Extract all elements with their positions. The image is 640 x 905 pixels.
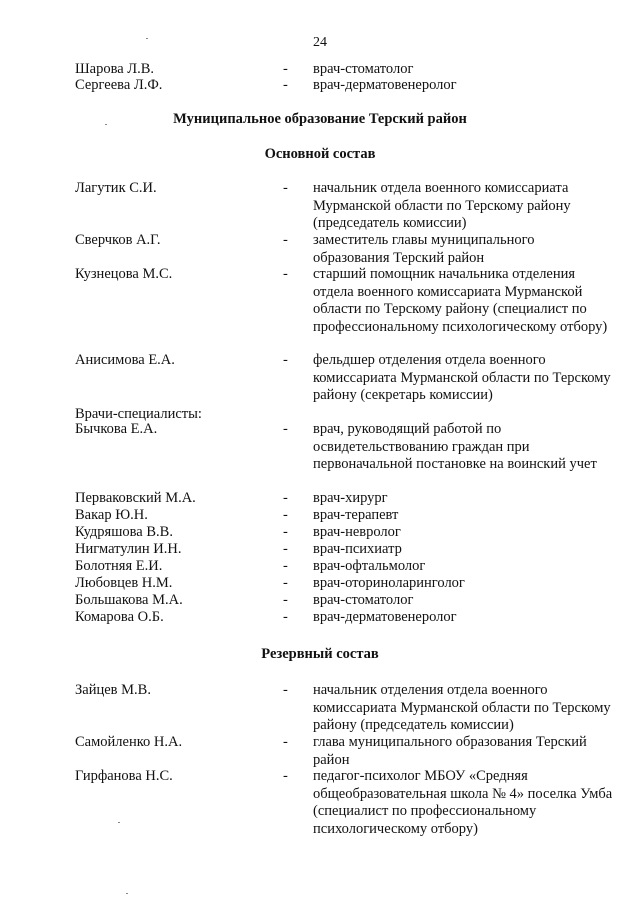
member-name: Кузнецова М.С.	[75, 266, 173, 282]
member-name: Зайцев М.В.	[75, 682, 151, 698]
member-name: Гирфанова Н.С.	[75, 768, 173, 784]
member-name: Кудряшова В.В.	[75, 524, 173, 540]
dash: -	[283, 61, 288, 77]
member-role: врач-дерматовенеролог	[313, 609, 457, 625]
main-composition-heading: Основной состав	[264, 146, 376, 162]
member-name: Лагутик С.И.	[75, 180, 157, 196]
member-name: Сверчков А.Г.	[75, 232, 161, 248]
member-role: врач-оториноларинголог	[313, 575, 465, 591]
member-role: врач-невролог	[313, 524, 401, 540]
dash: -	[283, 682, 288, 698]
doctors-label: Врачи-специалисты:	[75, 406, 202, 422]
member-role: врач-психиатр	[313, 541, 402, 557]
dash: -	[283, 524, 288, 540]
member-name: Шарова Л.В.	[75, 61, 155, 77]
dash: -	[283, 77, 288, 93]
member-role: заместитель главы муниципального образования Терский район	[313, 232, 535, 266]
page-number: 24	[313, 35, 327, 50]
reserve-composition-heading: Резервный состав	[261, 646, 379, 662]
member-role: начальник отдела военного комиссариата Мурманской области по Терскому району (председатель комиссии)	[313, 180, 571, 231]
dash: -	[283, 352, 288, 368]
member-role: фельдшер отделения отдела военного комиссариата Мурманской области по Терскому району (секретарь комиссии)	[313, 352, 611, 403]
dash: -	[283, 421, 288, 437]
member-name: Болотняя Е.И.	[75, 558, 163, 574]
member-role: врач-дерматовенеролог	[313, 77, 457, 93]
member-name: Анисимова Е.А.	[75, 352, 175, 368]
member-role: начальник отделения отдела военного комиссариата Мурманской области по Терскому району (председатель комиссии)	[313, 682, 611, 733]
dash: -	[283, 541, 288, 557]
member-role: врач-стоматолог	[313, 61, 414, 77]
dash: -	[283, 490, 288, 506]
dash: -	[283, 609, 288, 625]
member-role: старший помощник начальника отделения отдела военного комиссариата Мурманской области по Терскому району (специалист по профессиональному психологическому отбору)	[313, 266, 608, 335]
member-name: Сергеева Л.Ф.	[75, 77, 163, 93]
member-name: Перваковский М.А.	[75, 490, 196, 506]
dash: -	[283, 507, 288, 523]
member-name: Вакар Ю.Н.	[75, 507, 148, 523]
member-role: глава муниципального образования Терский район	[313, 734, 587, 768]
dash: -	[283, 575, 288, 591]
member-role: педагог-психолог МБОУ «Средняя общеобразовательная школа № 4» поселка Умба (специалист по профессиональному психологическому отбору)	[313, 768, 613, 837]
member-name: Любовцев Н.М.	[75, 575, 173, 591]
member-role: врач-хирург	[313, 490, 388, 506]
dash: -	[283, 768, 288, 784]
member-name: Большакова М.А.	[75, 592, 183, 608]
member-role: врач-стоматолог	[313, 592, 414, 608]
member-name: Бычкова Е.А.	[75, 421, 158, 437]
member-role: врач-офтальмолог	[313, 558, 426, 574]
member-role: врач-терапевт	[313, 507, 399, 523]
member-name: Самойленко Н.А.	[75, 734, 183, 750]
dash: -	[283, 734, 288, 750]
dash: -	[283, 232, 288, 248]
municipality-heading: Муниципальное образование Терский район	[173, 111, 467, 127]
member-role: врач, руководящий работой по освидетельствованию граждан при первоначальной постановке на воинский учет	[313, 421, 597, 472]
member-name: Комарова О.Б.	[75, 609, 164, 625]
dash: -	[283, 558, 288, 574]
scan-speck	[126, 893, 128, 894]
member-name: Нигматулин И.Н.	[75, 541, 182, 557]
dash: -	[283, 592, 288, 608]
scan-speck	[118, 822, 120, 823]
dash: -	[283, 266, 288, 282]
dash: -	[283, 180, 288, 196]
